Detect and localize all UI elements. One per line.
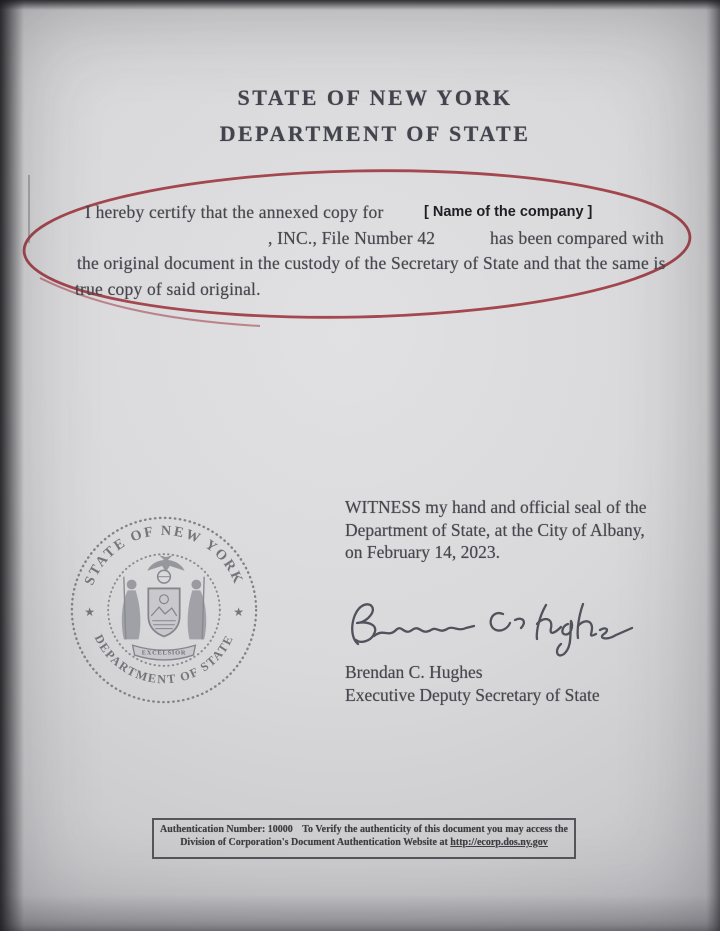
seal-top-text: STATE OF NEW YORK <box>81 522 247 588</box>
signature-script <box>340 592 640 667</box>
company-name-placeholder: [ Name of the company ] <box>424 204 593 220</box>
authentication-row1 <box>160 824 568 835</box>
witness-line2: Department of State, at the City of Albany, <box>345 519 645 540</box>
authentication-number <box>160 824 293 835</box>
witness-line3: on February 14, 2023. <box>345 542 501 562</box>
seal-liberty-figure-head <box>127 580 137 590</box>
seal-top-text-arc <box>81 523 246 588</box>
certification-line3: the original document in the custody of the Secretary of State and that the same is <box>77 253 666 273</box>
certification-line2-right: has been compared with <box>490 228 664 248</box>
document-title <box>30 80 720 152</box>
authentication-website-text: Division of Corporation's Document Authentication Website at <box>180 837 448 848</box>
seal-right-star-icon: ★ <box>233 605 244 619</box>
witness-statement <box>345 496 646 564</box>
authentication-number-label: Authentication Number: <box>160 824 266 835</box>
document-title-line2: DEPARTMENT OF STATE <box>219 121 531 146</box>
seal-eagle-icon <box>147 553 184 572</box>
authentication-number-value: 10000 <box>267 824 293 835</box>
signature-strokes <box>352 604 632 655</box>
seal-left-star-icon: ★ <box>84 605 95 619</box>
certification-line2-left: , INC., File Number 42 <box>268 228 436 248</box>
signer-name: Brendan C. Hughes <box>345 662 483 682</box>
certification-line4: true copy of said original. <box>75 279 261 299</box>
authentication-row2 <box>160 837 568 848</box>
seal-justice-figure-head <box>191 580 201 590</box>
signer-title: Executive Deputy Secretary of State <box>345 685 600 705</box>
ny-department-of-state-seal <box>66 512 262 708</box>
authentication-website-url: http://ecorp.dos.ny.gov <box>450 837 548 848</box>
seal-bottom-text: DEPARTMENT OF STATE <box>91 632 237 687</box>
authentication-verify-text: To Verify the authenticity of this document you may access the <box>302 824 568 835</box>
authentication-box <box>152 818 576 859</box>
witness-line1: WITNESS my hand and official seal of the <box>345 497 647 517</box>
seal-motto-text: EXCELSIOR <box>141 649 187 657</box>
document-title-line1: STATE OF NEW YORK <box>237 85 513 110</box>
signer-block <box>345 661 600 707</box>
certification-line1: I hereby certify that the annexed copy for <box>85 202 384 222</box>
